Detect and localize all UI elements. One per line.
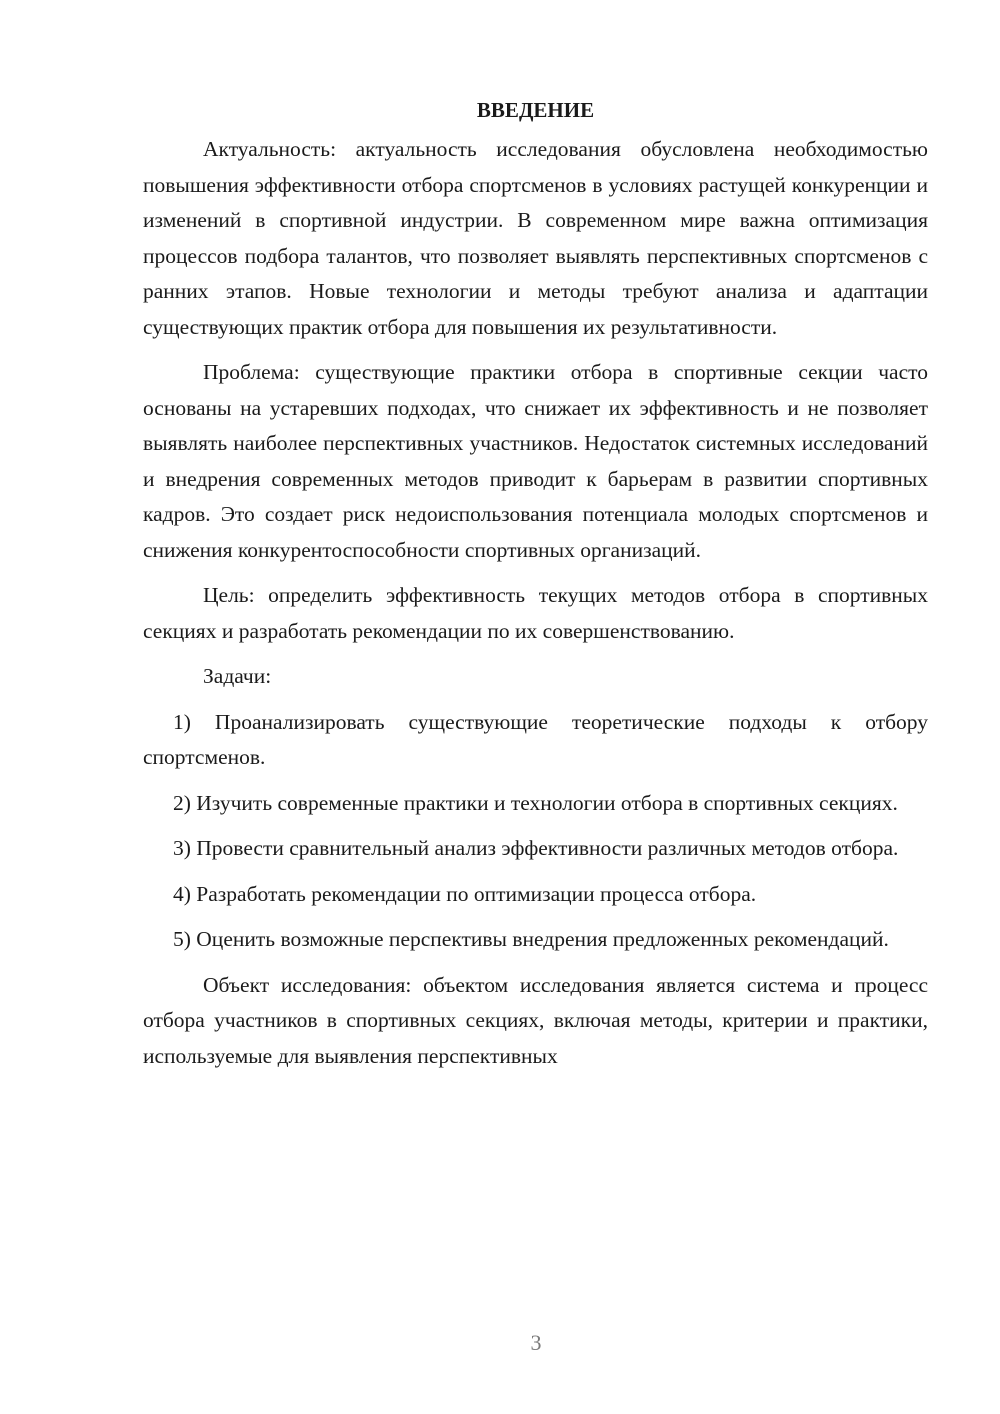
task-item-4: 4) Разработать рекомендации по оптимизации процесса отбора.: [173, 881, 757, 906]
task-item-1: 1) Проанализировать существующие теоретические подходы к отбору спортсменов.: [143, 709, 928, 769]
paragraph-problem: Проблема: существующие практики отбора в спортивные секции часто основаны на устаревших подходах, что снижает их эффективность и не позволяет выявлять наиболее перспективных участников. Недостаток системных исследований и внедрения современных методов приводит к барьерам в развитии спортивных кадров. Это создает риск недоиспользования потенциала молодых спортсменов и снижения конкурентоспособности спортивных организаций.: [143, 360, 928, 562]
paragraph-object: Объект исследования: объектом исследования является система и процесс отбора участников в спортивных секциях, включая методы, критерии и практики, используемые для выявления перспективных: [143, 972, 928, 1068]
task-item-5: 5) Оценить возможные перспективы внедрения предложенных рекомендаций.: [173, 927, 889, 951]
paragraph-goal: Цель: определить эффективность текущих методов отбора в спортивных секциях и разработать рекомендации по их совершенствованию.: [143, 583, 928, 643]
paragraph-relevance: Актуальность: актуальность исследования обусловлена необходимостью повышения эффективности отбора спортсменов в условиях растущей конкуренции и изменений в спортивной индустрии. В современном мире важна оптимизация процессов подбора талантов, что позволяет выявлять перспективных спортсменов с ранних этапов. Новые технологии и методы требуют анализа и адаптации существующих практик отбора для повышения их результативности.: [143, 137, 928, 339]
page-content: [143, 92, 928, 1074]
task-item-3: 3) Провести сравнительный анализ эффективности различных методов отбора.: [173, 836, 899, 860]
task-item-2: 2) Изучить современные практики и технологии отбора в спортивных секциях.: [173, 790, 898, 815]
page-number: 3: [530, 1330, 542, 1355]
section-title: ВВЕДЕНИЕ: [476, 98, 595, 122]
tasks-heading: Задачи:: [203, 664, 272, 688]
